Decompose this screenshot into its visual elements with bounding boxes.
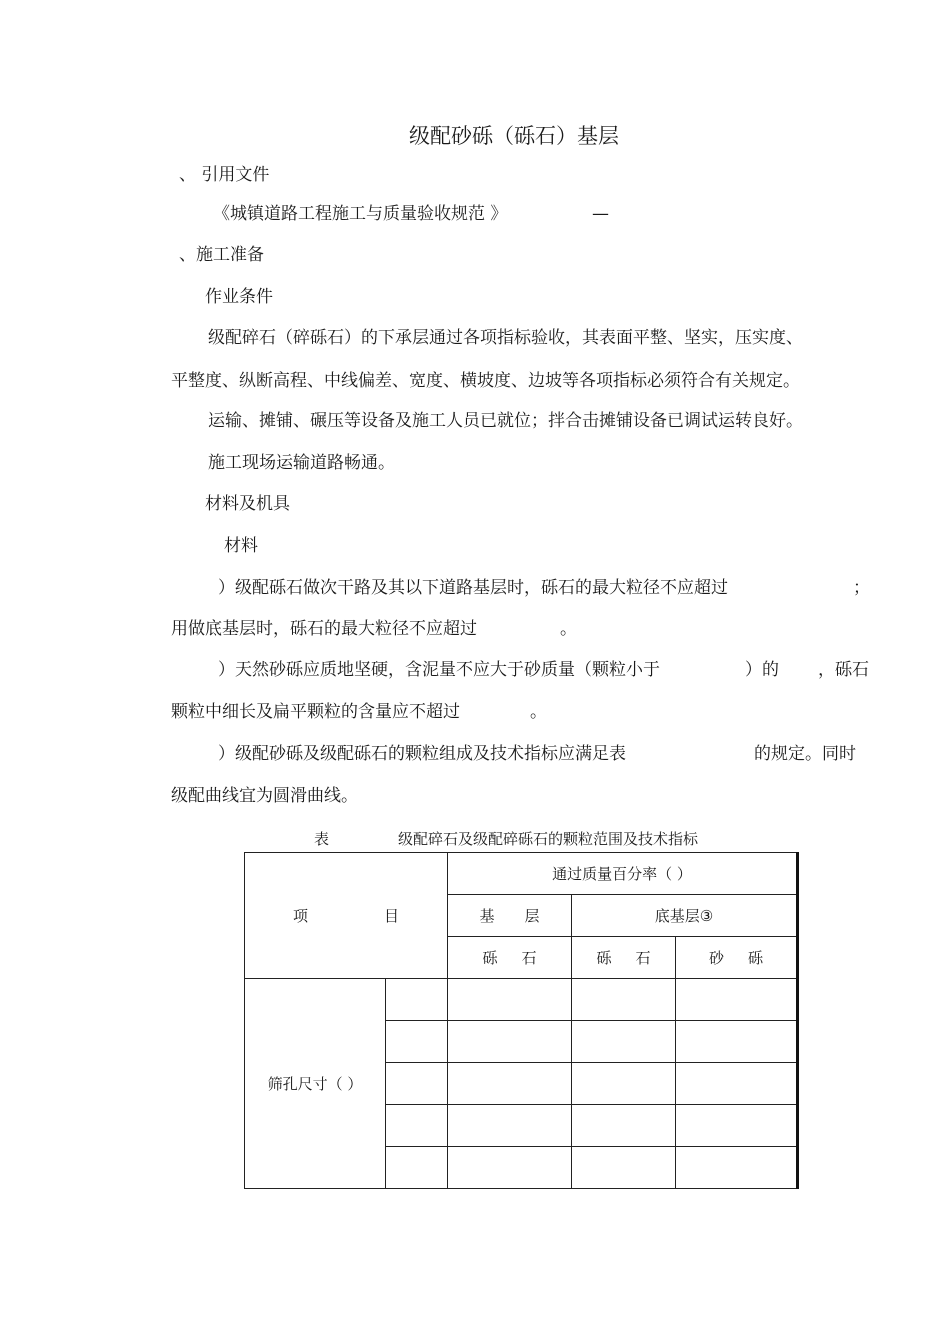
table-cell [448,1105,572,1147]
table-caption-label: 表 [314,830,330,848]
table-cell [676,979,798,1021]
table-cell [572,1147,676,1189]
item-1-line: 用做底基层时，砾石的最大粒径不应超过 [171,619,477,639]
reference-dash: — [592,204,609,224]
table-cell [676,1021,798,1063]
paragraph-line: 平整度、纵断高程、中线偏差、宽度、横坡度、边坡等各项指标必须符合有关规定。 [171,371,800,391]
table-cell [386,1147,448,1189]
col-gravel-subbase [572,937,676,979]
table-cell [676,1105,798,1147]
header-base: 基 [479,907,495,925]
page-title: 级配砂砾（砾石）基层 [409,124,619,148]
table-caption-title: 级配碎石及级配碎砾石的颗粒范围及技术指标 [398,830,699,848]
table-cell [572,979,676,1021]
header-base-cell [448,895,572,937]
sieve-size-label: 筛孔尺寸（ ） [245,979,386,1189]
table-cell [386,979,448,1021]
paragraph-line: 级配碎石（碎砾石）的下承层通过各项指标验收，其表面平整、坚实，压实度、 [208,328,803,348]
section-heading-references: 、 引用文件 [179,165,270,185]
table-cell [676,1147,798,1189]
item-2-line: ）的 [745,660,779,680]
item-3-line: 的规定。同时 [754,744,856,764]
col-label: 砾 [482,949,498,967]
item-1-end: 。 [560,619,577,639]
subheading-materials-tools: 材料及机具 [205,494,290,514]
item-2-end: 。 [530,702,547,722]
item-3-line: ）级配砂砾及级配砾石的颗粒组成及技术指标应满足表 [218,744,626,764]
header-item: 项 [292,907,308,925]
paragraph-line: 施工现场运输道路畅通。 [208,453,395,473]
table-cell [448,979,572,1021]
item-1-semicolon: ； [853,578,870,598]
spec-table [244,852,799,1189]
table-cell [448,1063,572,1105]
table-cell [386,1105,448,1147]
section-heading-preparation: 、施工准备 [179,245,264,265]
header-pass-rate: 通过质量百分率（ ） [448,853,798,895]
col-label: 砾 [748,949,764,967]
table-cell [572,1063,676,1105]
header-item-2: 目 [384,907,400,925]
col-sandgravel-subbase [676,937,798,979]
item-2-line: ）天然砂砾应质地坚硬，含泥量不应大于砂质量（颗粒小于 [218,660,660,680]
subheading-work-conditions: 作业条件 [205,287,273,307]
paragraph-line: 运输、摊铺、碾压等设备及施工人员已就位；拌合击摊铺设备已调试运转良好。 [208,411,803,431]
item-1-line: ）级配砾石做次干路及其以下道路基层时，砾石的最大粒径不应超过 [218,578,728,598]
col-label: 砂 [709,949,725,967]
col-label: 石 [635,949,651,967]
header-item-cell [245,853,448,979]
table-cell [448,1147,572,1189]
col-label: 石 [521,949,537,967]
item-2-line: ，砾石 [818,660,869,680]
table-cell [572,1021,676,1063]
table-cell [386,1021,448,1063]
header-base-2: 层 [524,907,540,925]
subheading-materials: 材料 [224,536,258,556]
header-subbase: 底基层③ [572,895,798,937]
item-2-line: 颗粒中细长及扁平颗粒的含量应不超过 [171,702,460,722]
table-cell [448,1021,572,1063]
item-3-line: 级配曲线宜为圆滑曲线。 [171,786,358,806]
table-cell [676,1063,798,1105]
table-cell [572,1105,676,1147]
table-cell [386,1063,448,1105]
reference-standard: 《城镇道路工程施工与质量验收规范 》 [213,204,508,224]
col-gravel-base [448,937,572,979]
col-label: 砾 [596,949,612,967]
